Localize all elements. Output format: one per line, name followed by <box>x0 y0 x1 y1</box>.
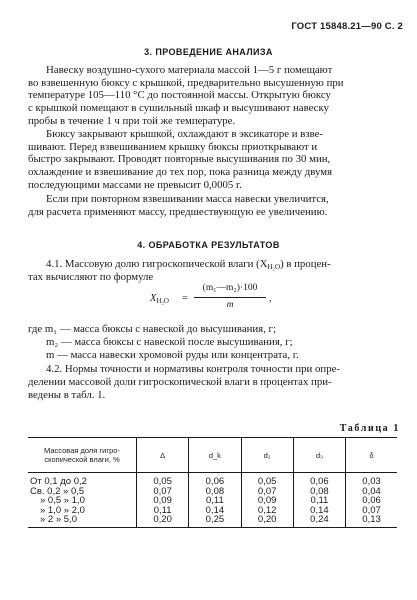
table-cell: 0,08 <box>189 487 241 497</box>
definition-m2: m₂ — масса бюксы с навеской после высушивания, г; <box>46 336 293 348</box>
table-cell: 0,24 <box>293 515 345 527</box>
table-header-cell: d₂ <box>241 438 293 473</box>
table-cell: Св. 0,2 » 0,5 <box>30 485 85 497</box>
table-cell: 0,25 <box>189 515 241 527</box>
para3-line: Если при повторном взвешивании масса навески увеличится, <box>46 193 329 205</box>
table-cell: 0,06 <box>293 473 345 487</box>
table-row <box>28 473 397 487</box>
table-row <box>28 515 397 527</box>
section-3-paragraph-3 <box>28 193 397 218</box>
section-4-title: 4. ОБРАБОТКА РЕЗУЛЬТАТОВ <box>137 240 280 250</box>
table-cell: » 1,0 » 2,0 <box>40 504 85 516</box>
accuracy-norms-table <box>28 437 397 528</box>
table-cell: 0,06 <box>346 496 397 506</box>
section-3-title: 3. ПРОВЕДЕНИЕ АНАЛИЗА <box>144 47 273 57</box>
table-cell: 0,06 <box>189 473 241 487</box>
table-cell: От 0,1 до 0,2 <box>30 476 87 487</box>
table-header-cell: Массовая доля гигро-скопической влаги, % <box>28 438 137 473</box>
table-cell: » 2 » 5,0 <box>28 515 137 527</box>
para1-line: во взвешенную бюксу с крышкой, предварительно высушенную при <box>28 76 344 89</box>
formula-numerator: (m₁—m₂)·100 <box>202 283 258 293</box>
table-cell: 0,09 <box>241 496 293 506</box>
para1-line: пробы в течение 1 ч при той же температуре. <box>28 114 236 127</box>
clause-4-2-line: ведены в табл. 1. <box>28 389 106 401</box>
section-3-paragraph-2 <box>28 128 397 192</box>
para3-line: для расчета применяют массу, предшествующую ее увеличению. <box>28 205 328 218</box>
table-cell: 0,05 <box>137 473 189 487</box>
table-cell: 0,11 <box>137 506 189 516</box>
formula-lhs <box>150 293 169 305</box>
para1-line: с крышкой помещают в сушильный шкаф и высушивают навеску <box>28 102 329 115</box>
formula-x-subscript: H₂O <box>156 297 169 305</box>
clause-4-1-line-2: тах вычисляют по формуле <box>28 271 154 283</box>
table-cell: 0,11 <box>189 496 241 506</box>
table-cell: 0,14 <box>293 506 345 516</box>
para2-line: охлаждение и взвешивание до тех пор, пока разница между двумя <box>28 166 333 179</box>
definition-m1: где m₁ — масса бюксы с навеской до высушивания, г; <box>28 323 276 335</box>
clause-4-1-text-end: ) в процен- <box>280 258 331 270</box>
formula-fraction-bar <box>194 297 266 298</box>
table-cell: 0,09 <box>137 496 189 506</box>
formula-comma: , <box>269 293 272 304</box>
section-3-paragraph-1 <box>28 64 397 128</box>
table-cell: 0,07 <box>137 487 189 497</box>
table-header-cell: d₃ <box>293 438 345 473</box>
table-cell: 0,12 <box>241 506 293 516</box>
table-cell: 0,07 <box>346 506 397 516</box>
clause-4-1-text: 4.1. Массовую долю гигроскопической влаги (X <box>46 258 268 270</box>
para1-line: температуре 105—110 °С до постоянной массы. Открытую бюксу <box>28 89 331 102</box>
para1-line: Навеску воздушно-сухого материала массой 1—5 г помещают <box>46 64 333 76</box>
formula-x-symbol: X <box>150 293 157 304</box>
table-cell: 0,08 <box>293 487 345 497</box>
table-caption: Таблица 1 <box>339 423 400 434</box>
para2-line: быстро закрывают. Проводят повторные высушивания по 30 мин, <box>28 153 331 166</box>
table-cell: 0,03 <box>346 473 397 487</box>
table-cell: 0,05 <box>241 473 293 487</box>
table-cell: 0,11 <box>293 496 345 506</box>
table-header-row <box>28 438 397 473</box>
table-cell: 0,20 <box>241 515 293 527</box>
clause-4-2-line: делении массовой доли гигроскопической влаги в процентах при- <box>28 376 332 388</box>
formula-denominator: m <box>226 300 234 310</box>
table-header-cell: δ <box>346 438 397 473</box>
definition-m: m — масса навески хромовой руды или концентрата, г. <box>46 349 299 361</box>
page-header: ГОСТ 15848.21—90 С. 2 <box>291 21 403 32</box>
table-cell: 0,14 <box>189 506 241 516</box>
table-cell: 0,20 <box>137 515 189 527</box>
clause-4-1-subscript: H₂O <box>267 263 281 271</box>
para2-line: последующими массами не превысит 0,0005 г. <box>28 178 242 191</box>
table-cell: 0,04 <box>346 487 397 497</box>
para2-line: шивают. Перед взвешиванием крышку бюксы приоткрывают и <box>28 140 318 153</box>
table-header-cell: d_k <box>189 438 241 473</box>
formula-equals: = <box>182 293 188 304</box>
table-header-cell: Δ <box>137 438 189 473</box>
table-cell: 0,07 <box>241 487 293 497</box>
clause-4-2-line: 4.2. Нормы точности и нормативы контроля точности при опре- <box>46 363 340 375</box>
table-cell: 0,13 <box>346 515 397 527</box>
clause-4-1-line-1 <box>46 258 331 271</box>
para2-line: Бюксу закрывают крышкой, охлаждают в эксикаторе и взве- <box>46 128 324 140</box>
table-cell: » 0,5 » 1,0 <box>40 495 85 506</box>
